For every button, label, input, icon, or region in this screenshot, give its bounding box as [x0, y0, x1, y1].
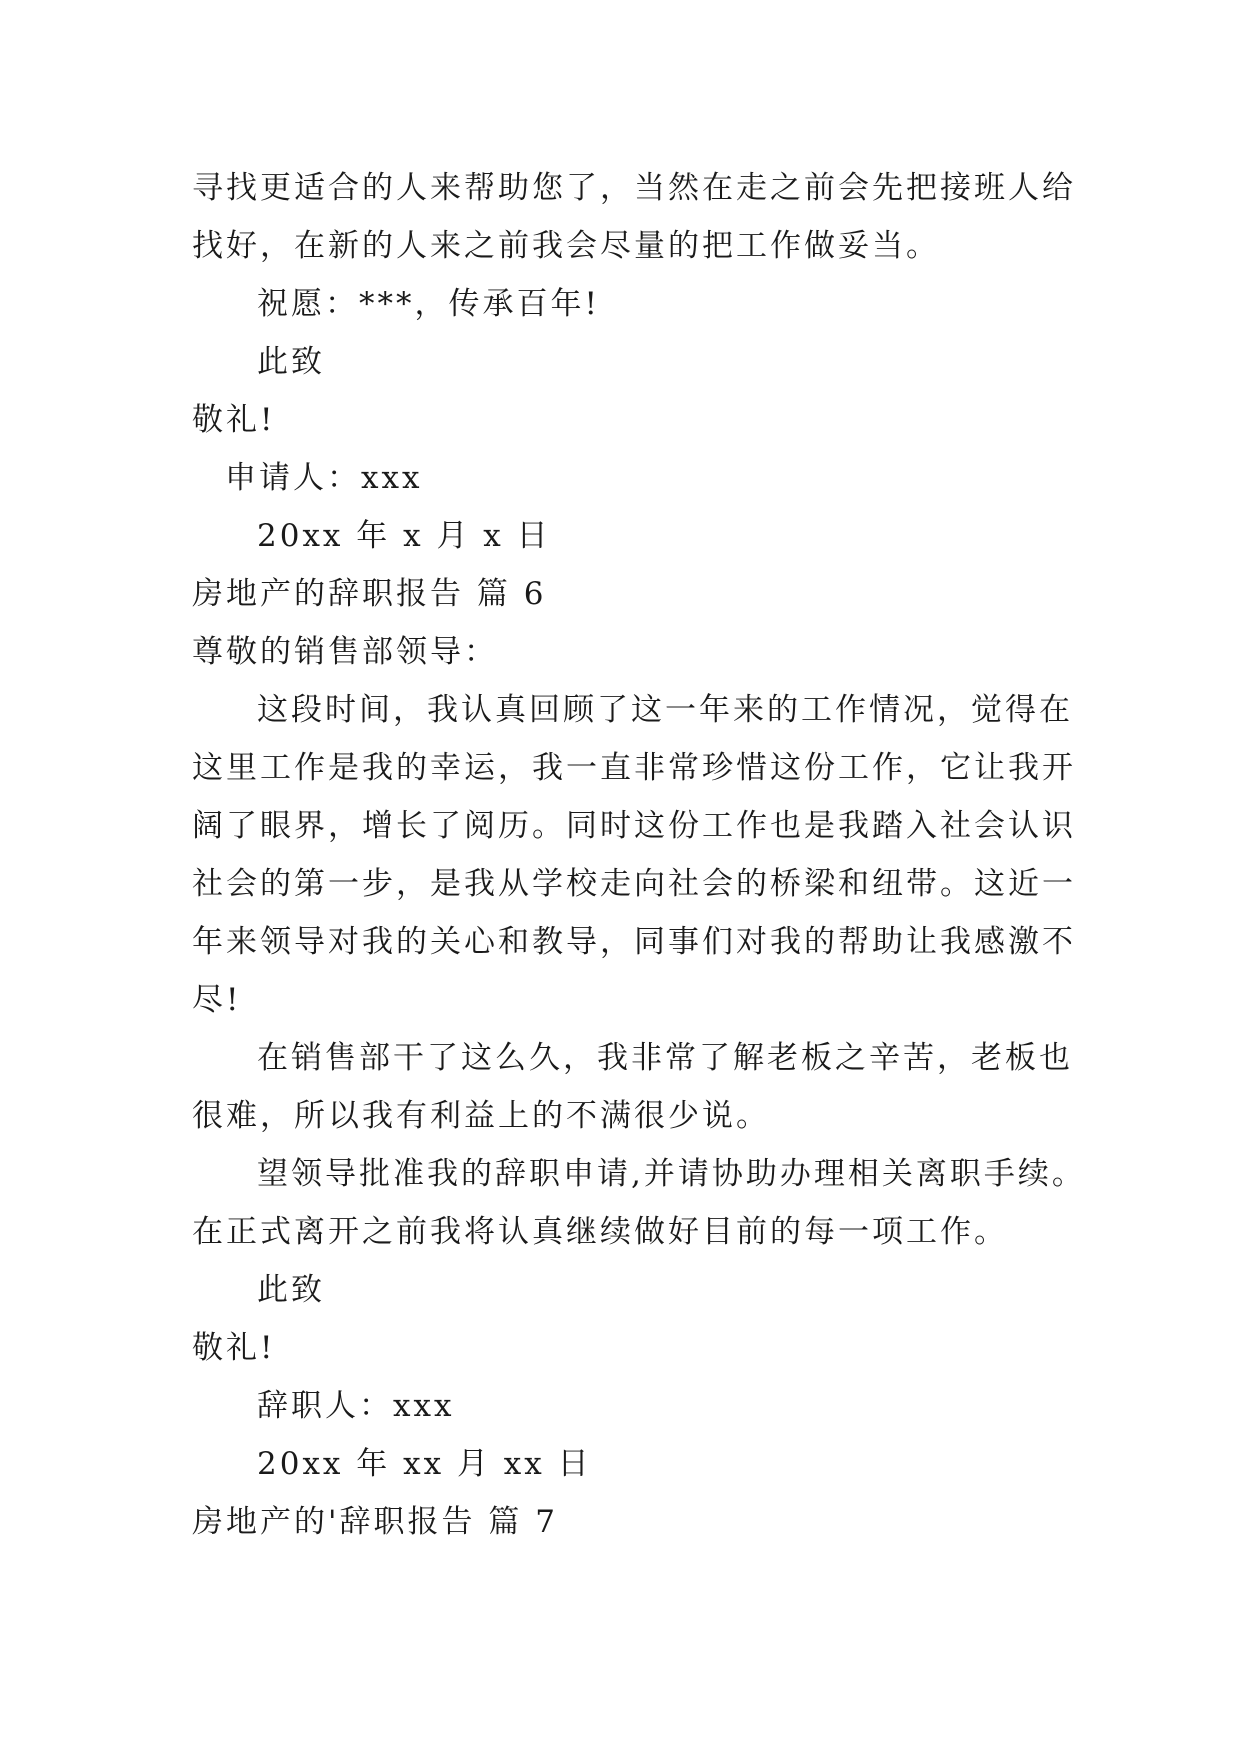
text-line: 找好，在新的人来之前我会尽量的把工作做妥当。: [192, 228, 940, 264]
text-line: 年来领导对我的关心和教导，同事们对我的帮助让我感激不: [192, 924, 1076, 960]
text-line: 这段时间，我认真回顾了这一年来的工作情况，觉得在: [257, 692, 1073, 728]
section-heading: 房地产的'辞职报告 篇 7: [192, 1504, 558, 1540]
text-line: 敬礼!: [192, 1330, 276, 1366]
salutation: 尊敬的销售部领导：: [192, 634, 498, 670]
text-line: 20xx 年 xx 月 xx 日: [257, 1446, 592, 1482]
text-line: 阔了眼界，增长了阅历。同时这份工作也是我踏入社会认识: [192, 808, 1076, 844]
text-line: 很难，所以我有利益上的不满很少说。: [192, 1098, 770, 1134]
text-line: 申请人：xxx: [225, 460, 423, 496]
text-line: 尽!: [192, 982, 242, 1018]
text-line: 此致: [257, 1272, 325, 1308]
text-line: 这里工作是我的幸运，我一直非常珍惜这份工作，它让我开: [192, 750, 1076, 786]
text-line: 在销售部干了这么久，我非常了解老板之辛苦，老板也: [257, 1040, 1073, 1076]
section-heading: 房地产的辞职报告 篇 6: [192, 576, 547, 612]
text-line: 此致: [257, 344, 325, 380]
text-line: 敬礼!: [192, 402, 276, 438]
text-line: 在正式离开之前我将认真继续做好目前的每一项工作。: [192, 1214, 1008, 1250]
text-line: 祝愿：***，传承百年!: [257, 286, 600, 322]
text-line: 社会的第一步，是我从学校走向社会的桥梁和纽带。这近一: [192, 866, 1076, 902]
text-line: 20xx 年 x 月 x 日: [257, 518, 551, 554]
text-line: 辞职人：xxx: [257, 1388, 455, 1424]
text-line: 寻找更适合的人来帮助您了，当然在走之前会先把接班人给: [192, 170, 1076, 206]
text-line: 望领导批准我的辞职申请,并请协助办理相关离职手续。: [257, 1156, 1086, 1192]
